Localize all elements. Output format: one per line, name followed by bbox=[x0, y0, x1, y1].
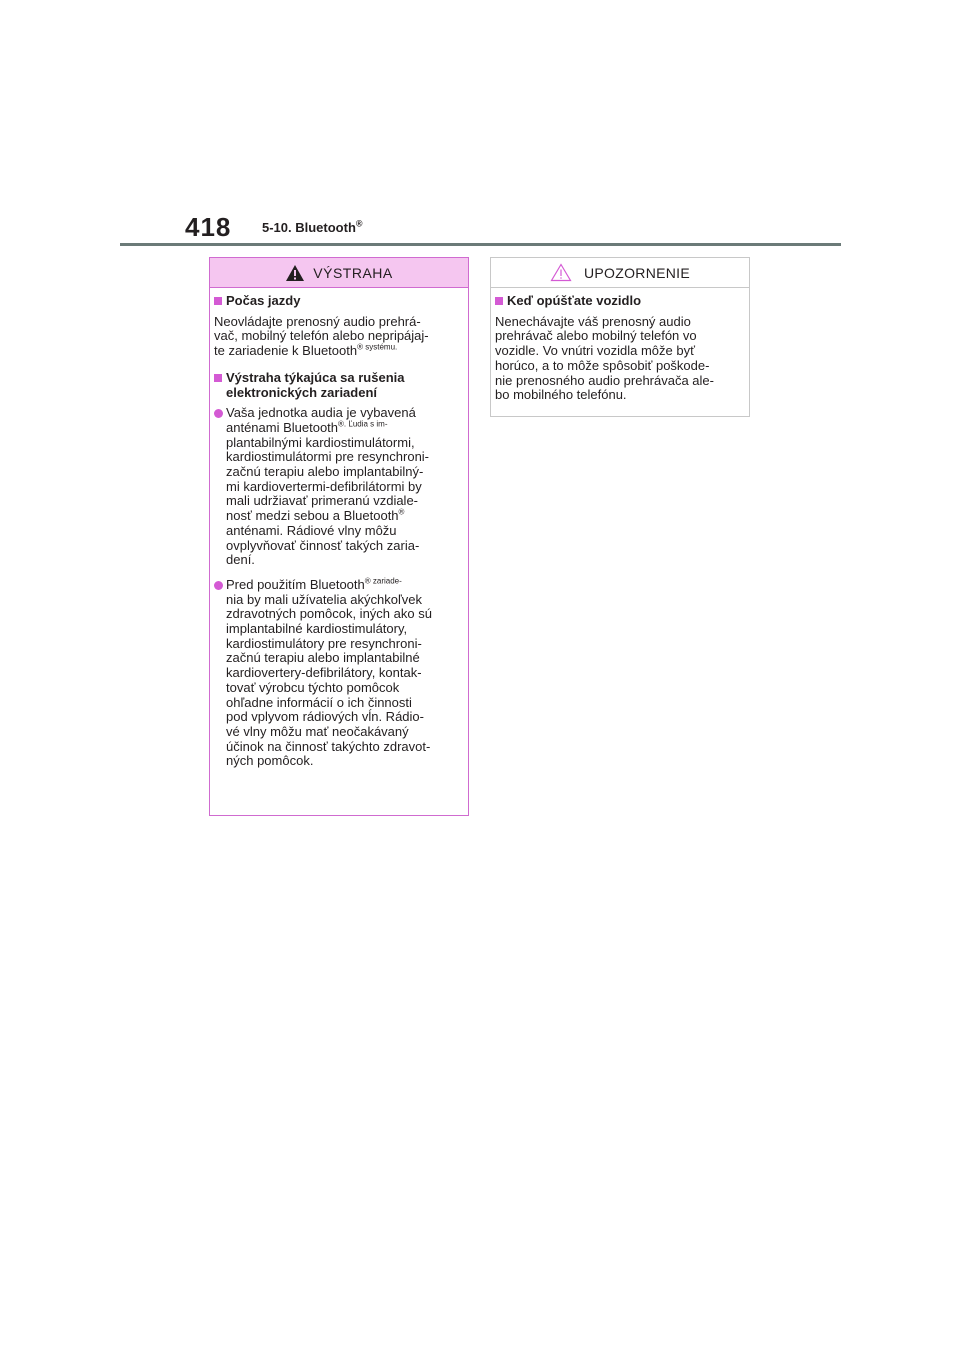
header-rule bbox=[120, 243, 841, 246]
caution-box bbox=[490, 257, 750, 417]
section-title bbox=[262, 220, 363, 235]
warning-triangle-icon bbox=[285, 264, 305, 282]
text-fragment: nosť medzi sebou a Bluetooth bbox=[226, 508, 399, 524]
text-line: účinok na činnosť takýchto zdravot- bbox=[226, 738, 431, 754]
registered-mark: ® bbox=[355, 218, 363, 229]
warning-bullet-antenna bbox=[214, 406, 462, 568]
caution-title: UPOZORNENIE bbox=[584, 264, 690, 281]
square-bullet-icon bbox=[214, 297, 222, 305]
text-fragment: te zariadenie k Bluetooth bbox=[214, 343, 358, 359]
text-line bbox=[226, 421, 462, 436]
text-line: kardiostimulátormi pre resynchroni- bbox=[226, 449, 430, 465]
warning-header bbox=[210, 258, 468, 288]
section-title-text: 5-10. Bluetooth bbox=[262, 220, 356, 235]
square-bullet-icon bbox=[214, 374, 222, 382]
warning-box bbox=[209, 257, 469, 816]
caution-subheading-leaving bbox=[495, 294, 743, 309]
text-line: anténami. Rádiové vlny môžu bbox=[226, 522, 397, 538]
warning-title: VÝSTRAHA bbox=[313, 264, 393, 281]
text-line: vozidle. Vo vnútri vozidla môže byť bbox=[495, 343, 695, 359]
caution-paragraph bbox=[495, 315, 743, 403]
round-bullet-icon bbox=[214, 409, 223, 418]
text-line: plantabilnými kardiostimulátormi, bbox=[226, 434, 415, 450]
caution-header bbox=[491, 258, 749, 288]
warning-subheading-interference bbox=[214, 371, 462, 400]
text-line: elektronických zariadení bbox=[226, 384, 378, 400]
caution-content bbox=[491, 288, 749, 403]
text-fragment: ® systému. bbox=[357, 342, 398, 352]
subheading-text: Keď opúšťate vozidlo bbox=[507, 293, 642, 308]
text-line: mali udržiavať primeranú vzdiale- bbox=[226, 493, 419, 509]
text-line: mi kardiovertermi-defibrilátormi by bbox=[226, 478, 422, 494]
text-line: nia by mali užívatelia akýchkoľvek bbox=[226, 591, 422, 607]
text-line: pod vplyvom rádiových vĺn. Rádio- bbox=[226, 709, 424, 725]
text-line bbox=[226, 509, 462, 524]
text-line bbox=[226, 578, 462, 593]
text-line: vé vlny môžu mať neočakávaný bbox=[226, 723, 409, 739]
subheading-text bbox=[226, 371, 405, 400]
text-line: Výstraha týkajúca sa rušenia bbox=[226, 369, 405, 385]
text-line: kardiostimulátory pre resynchroni- bbox=[226, 635, 422, 651]
text-line: implantabilné kardiostimulátory, bbox=[226, 621, 408, 637]
text-line: ovplyvňovať činnosť takých zaria- bbox=[226, 537, 420, 553]
text-line: ných pomôcok. bbox=[226, 753, 314, 769]
subheading-text: Počas jazdy bbox=[226, 293, 301, 308]
text-line: nie prenosného audio prehrávača ale- bbox=[495, 372, 714, 388]
text-fragment: anténami Bluetooth bbox=[226, 419, 339, 435]
text-line: prehrávač alebo mobilný telefón vo bbox=[495, 328, 697, 344]
text-line: vač, mobilný telefón alebo nepripájaj- bbox=[214, 328, 429, 344]
text-line: začnú terapiu alebo implantabilné bbox=[226, 650, 420, 666]
bullet-text bbox=[226, 406, 462, 568]
text-line: začnú terapiu alebo implantabilný- bbox=[226, 464, 424, 480]
warning-paragraph-driving bbox=[214, 315, 462, 359]
text-line: Neovládajte prenosný audio prehrá- bbox=[214, 313, 421, 329]
text-line: ohľadne informácií o ich činnosti bbox=[226, 694, 412, 710]
page-number: 418 bbox=[185, 212, 232, 242]
text-fragment: Pred použitím Bluetooth bbox=[226, 576, 365, 592]
text-fragment: ® bbox=[398, 507, 405, 517]
text-line: kardiovertery-defibrilátory, kontak- bbox=[226, 665, 422, 681]
round-bullet-icon bbox=[214, 581, 223, 590]
text-line: horúco, a to môže spôsobiť poškode- bbox=[495, 357, 710, 373]
text-line: zdravotných pomôcok, iných ako sú bbox=[226, 606, 432, 622]
square-bullet-icon bbox=[495, 297, 503, 305]
text-fragment: ®. Ľudia s im- bbox=[338, 419, 388, 429]
text-line: Vaša jednotka audia je vybavená bbox=[226, 405, 416, 421]
text-line: Nenechávajte váš prenosný audio bbox=[495, 313, 691, 329]
text-line: tovať výrobcu týchto pomôcok bbox=[226, 679, 400, 695]
text-line bbox=[214, 344, 462, 359]
caution-triangle-icon bbox=[550, 263, 572, 282]
warning-subheading-driving bbox=[214, 294, 462, 309]
text-line: dení. bbox=[226, 552, 255, 568]
warning-bullet-medical-devices bbox=[214, 578, 462, 769]
warning-content bbox=[210, 288, 468, 769]
text-line: bo mobilného telefónu. bbox=[495, 387, 627, 403]
text-fragment: ® zariade- bbox=[364, 576, 402, 586]
bullet-text bbox=[226, 578, 462, 769]
